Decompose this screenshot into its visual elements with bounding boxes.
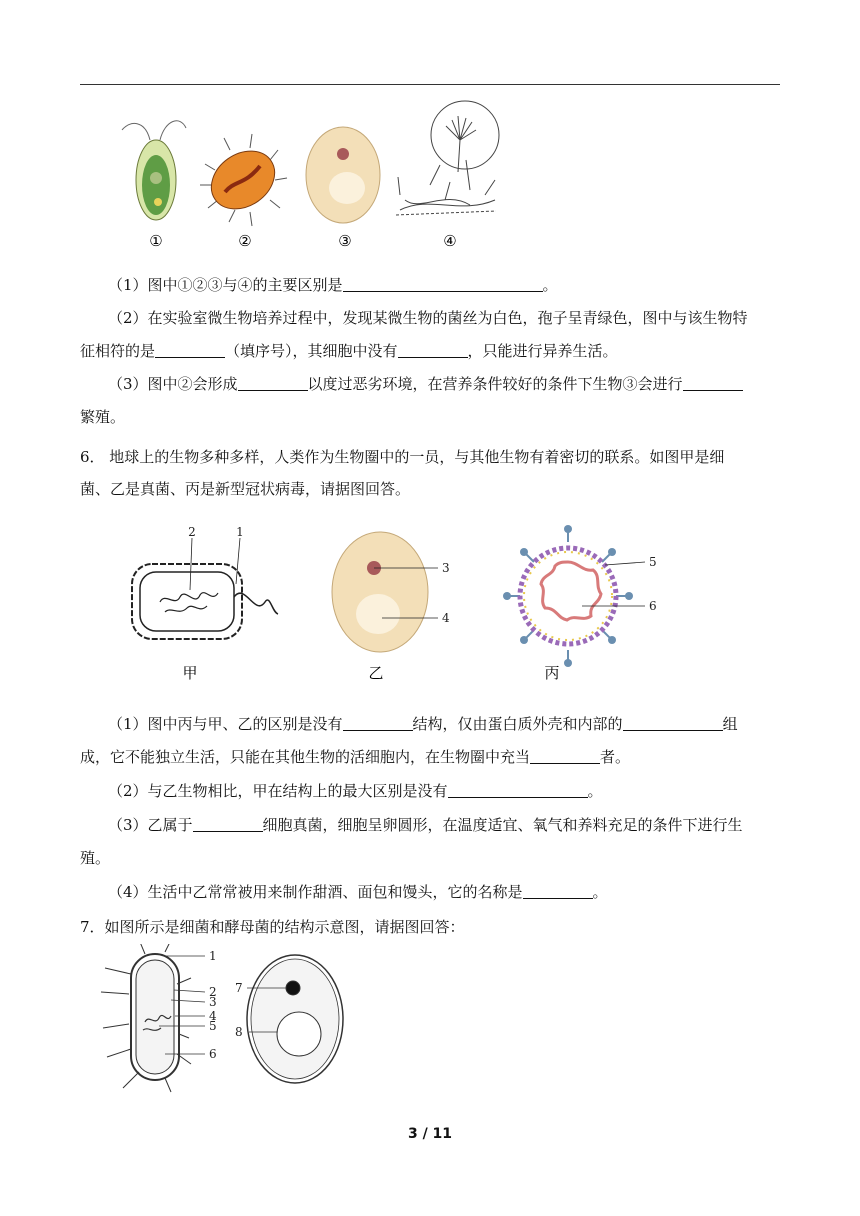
answer-blank[interactable] xyxy=(523,882,593,899)
q6-part3-line1: （3）乙属于 细胞真菌，细胞呈卵圆形，在温度适宜、氧气和养料充足的条件下进行生 xyxy=(108,816,743,834)
answer-blank[interactable] xyxy=(238,374,308,391)
q7-part-number-5: 5 xyxy=(209,1019,217,1033)
q6-stem-line1: 6． 地球上的生物多种多样，人类作为生物圈中的一员，与其他生物有着密切的联系。如图甲是细 xyxy=(80,448,725,466)
q7-part-number-7: 7 xyxy=(235,981,243,995)
answer-blank[interactable] xyxy=(398,341,468,358)
yeast-illustration xyxy=(306,127,380,223)
q6-part1-line2: 成，它不能独立生活，只能在其他生物的活细胞内，在生物圈中充当 者。 xyxy=(80,748,631,766)
microorganism-figure xyxy=(100,100,520,260)
q7-part-number-1: 1 xyxy=(209,949,217,963)
fig1-label-4: ④ xyxy=(443,232,457,250)
bacterium-structure xyxy=(101,944,205,1092)
answer-blank[interactable] xyxy=(530,747,600,764)
q7-part-number-2: 2 xyxy=(209,985,217,999)
answer-blank[interactable] xyxy=(343,275,543,292)
fig1-label-1: ① xyxy=(149,232,163,250)
q7-part-number-8: 8 xyxy=(235,1025,243,1039)
bacterium-diagram xyxy=(132,538,278,639)
fig-label-yi: 乙 xyxy=(368,664,384,682)
q6-part4: （4）生活中乙常常被用来制作甜酒、面包和馒头，它的名称是 。 xyxy=(108,883,608,901)
fig-label-jia: 甲 xyxy=(182,664,198,682)
q6-part3-line2: 殖。 xyxy=(80,849,111,867)
fig1-label-2: ② xyxy=(238,232,252,250)
part-number-6: 6 xyxy=(649,599,657,613)
fig1-label-3: ③ xyxy=(338,232,352,250)
yeast-structure xyxy=(247,955,343,1083)
q7-part-number-6: 6 xyxy=(209,1047,217,1061)
q7-part-number-3: 3 xyxy=(209,995,217,1009)
fig-label-bing: 丙 xyxy=(544,664,560,682)
yeast-diagram xyxy=(332,532,438,652)
answer-blank[interactable] xyxy=(683,374,743,391)
answer-blank[interactable] xyxy=(623,714,723,731)
part-number-5: 5 xyxy=(649,555,657,569)
answer-blank[interactable] xyxy=(155,341,225,358)
part-number-2: 2 xyxy=(188,525,196,539)
q5-part1: （1）图中①②③与④的主要区别是 。 xyxy=(108,276,558,294)
q5-part3-line1: （3）图中②会形成 以度过恶劣环境，在营养条件较好的条件下生物③会进行 xyxy=(80,373,808,395)
q5-part2-line1: （2）在实验室微生物培养过程中，发现某微生物的菌丝为白色，孢子呈青绿色，图中与该生物特 xyxy=(108,309,748,327)
q7-part-number-4: 4 xyxy=(209,1009,217,1023)
bacteria-yeast-structure-figure xyxy=(95,944,375,1094)
answer-blank[interactable] xyxy=(448,781,588,798)
part-number-1: 1 xyxy=(236,525,244,539)
q5-part2-line2: 征相符的是 （填序号），其细胞中没有 ，只能进行异养生活。 xyxy=(80,342,618,360)
coronavirus-diagram xyxy=(503,525,645,667)
q5-part3-line2: 繁殖。 xyxy=(80,408,126,426)
mold-illustration xyxy=(396,101,499,215)
header-rule xyxy=(80,84,780,85)
page-number: 3 / 11 xyxy=(407,1126,453,1142)
part-number-3: 3 xyxy=(442,561,450,575)
answer-blank[interactable] xyxy=(193,815,263,832)
answer-blank[interactable] xyxy=(343,714,413,731)
chlamydomonas-illustration xyxy=(122,121,186,220)
q7-stem: 7．如图所示是细菌和酵母菌的结构示意图，请据图回答： xyxy=(80,918,465,936)
q6-part1-line1: （1）图中丙与甲、乙的区别是没有 结构，仅由蛋白质外壳和内部的 组 xyxy=(108,715,738,733)
q6-stem-line2: 菌、乙是真菌、丙是新型冠状病毒，请据图回答。 xyxy=(80,480,411,498)
q6-part2: （2）与乙生物相比，甲在结构上的最大区别是没有 。 xyxy=(108,782,603,800)
bacterium-illustration xyxy=(200,134,287,226)
bacteria-fungi-virus-figure xyxy=(120,522,680,692)
part-number-4: 4 xyxy=(442,611,450,625)
